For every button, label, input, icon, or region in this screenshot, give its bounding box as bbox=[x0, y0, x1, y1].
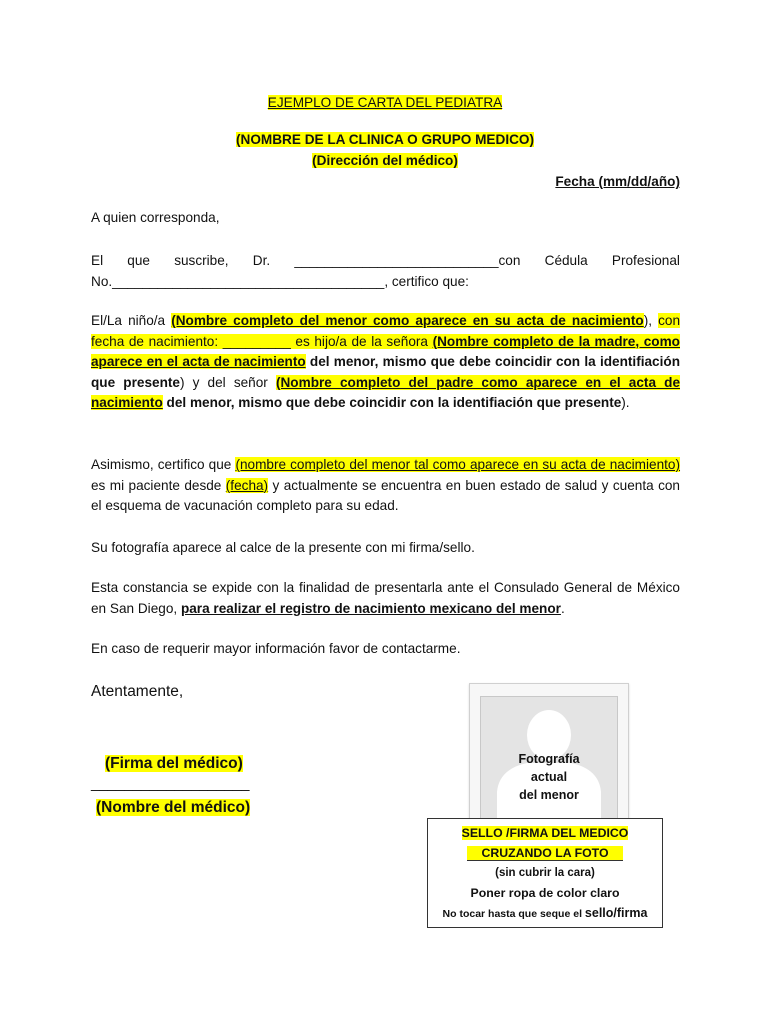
photo-placeholder bbox=[480, 696, 618, 824]
paragraph-purpose: Esta constancia se expide con la finalidad de presentarla ante el Consulado General de México en San Diego, para realizar el registro de nacimiento mexicano del menor. bbox=[91, 580, 680, 616]
doctor-name-placeholder: (Nombre del médico) bbox=[96, 799, 251, 816]
greeting: A quien corresponda, bbox=[91, 210, 220, 225]
stamp-instructions-box bbox=[427, 818, 663, 928]
stamp-line: No tocar hasta que seque el sello/firma bbox=[442, 906, 648, 920]
stamp-line: (sin cubrir la cara) bbox=[495, 867, 595, 879]
paragraph-patient-health: Asimismo, certifico que (nombre completo del menor tal como aparece en su acta de nacimiento) es mi paciente desde (fecha) y actualmente se encuentra en buen estado de salud y cuenta con el esquema de vacunación completo para su edad. bbox=[91, 457, 681, 514]
signature-line: ___________________ bbox=[91, 775, 250, 792]
stamp-line: SELLO /FIRMA DEL MEDICO bbox=[461, 826, 629, 840]
signature-placeholder: (Firma del médico) bbox=[105, 755, 243, 772]
doctor-address: (Dirección del médico) bbox=[312, 153, 458, 168]
letter-title: EJEMPLO DE CARTA DEL PEDIATRA bbox=[267, 95, 503, 110]
stamp-line: CRUZANDO LA FOTO bbox=[428, 843, 662, 863]
paragraph-child-parents: El/La niño/a (Nombre completo del menor como aparece en su acta de nacimiento), con fecha de nacimiento: _________ es hijo/a de la señora (Nombre completo de la madre, como aparece en el acta de nacimiento del menor, mismo que debe coincidir con la identifiación que presente) y del señor (Nombre completo del padre como aparece en el acta de nacimiento del menor, mismo que debe coincidir con la identifiación que presente). bbox=[91, 313, 681, 411]
paragraph-photo-note: Su fotografía aparece al calce de la presente con mi firma/sello. bbox=[91, 540, 475, 555]
paragraph-line: El que suscribe, Dr. ___________________________con Cédula Profesional bbox=[91, 253, 680, 268]
stamp-line: Poner ropa de color claro bbox=[470, 886, 620, 900]
paragraph-contact: En caso de requerir mayor información favor de contactarme. bbox=[91, 641, 461, 656]
paragraph-certification-intro: El que suscribe, Dr. ___________________________con Cédula Profesional No.____________________________________, certifico que: bbox=[91, 253, 680, 289]
photo-caption: Fotografía actual del menor bbox=[518, 752, 580, 802]
date-field: Fecha (mm/dd/año) bbox=[555, 174, 680, 189]
clinic-name: (NOMBRE DE LA CLINICA O GRUPO MEDICO) bbox=[235, 132, 535, 147]
closing: Atentamente, bbox=[91, 683, 184, 700]
photo-frame bbox=[469, 683, 629, 834]
